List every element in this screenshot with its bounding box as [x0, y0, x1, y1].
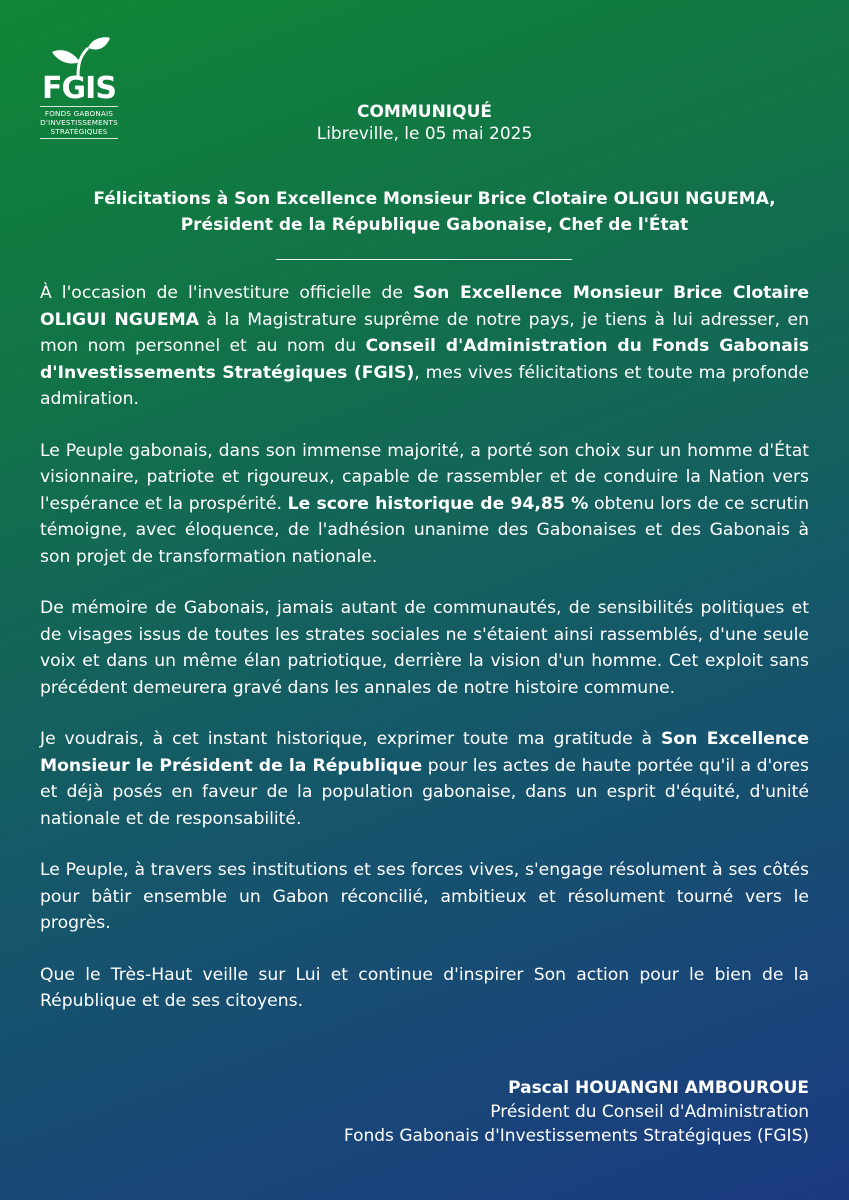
paragraph-text: obtenu lors de ce scrutin témoigne, avec éloquence, de l'adhésion unanime des Gabonaises et des Gabonais à son projet de transformation nationale. [40, 493, 809, 567]
paragraph [40, 726, 809, 832]
title-line: Félicitations à Son Excellence Monsieur Brice Clotaire OLIGUI NGUEMA, [93, 189, 776, 209]
logo-subtitle-line: STRATÉGIQUES [50, 127, 108, 136]
place-date: Libreville, le 05 mai 2025 [316, 124, 533, 144]
paragraph-text: à la Magistrature suprême de notre pays, je tiens à lui adresser, en mon nom personnel et au nom du [40, 309, 810, 356]
paragraph-text: À l'occasion de l'investiture officielle de [40, 283, 413, 303]
document-title [60, 186, 809, 238]
logo-subtitle-line: FONDS GABONAIS [44, 109, 114, 118]
logo-wordmark: FGIS [42, 71, 116, 106]
paragraph: Le Peuple, à travers ses institutions et ses forces vives, s'engage résolument à ses côtés pour bâtir ensemble un Gabon réconcilié, ambitieux et résolument tourné vers le progrès. [40, 860, 809, 933]
paragraph-text: , mes vives félicitations et toute ma profonde admiration. [40, 362, 809, 409]
document-body [40, 280, 809, 1040]
signatory-organization: Fonds Gabonais d'Investissements Stratégiques (FGIS) [343, 1126, 809, 1146]
paragraph: Que le Très-Haut veille sur Lui et continue d'inspirer Son action pour le bien de la République et de ses citoyens. [40, 964, 809, 1011]
signatory-name: Pascal HOUANGNI AMBOUROUE [508, 1078, 809, 1098]
leaf-sprout-icon [44, 36, 114, 76]
paragraph-emphasis: Le score historique de 94,85 % [287, 493, 589, 514]
logo-subtitle-line: D'INVESTISSEMENTS [40, 118, 118, 127]
paragraph [40, 438, 809, 571]
paragraph-emphasis: Conseil d'Administration du Fonds Gabonais d'Investissements Stratégiques (FGIS) [40, 336, 809, 383]
paragraph-text: Le Peuple gabonais, dans son immense majorité, a porté son choix sur un homme d'État visionnaire, patriote et rigoureux, capable de rassembler et de conduire la Nation vers l'espérance et la prospérité. [40, 440, 809, 514]
signature-block [344, 1076, 809, 1148]
paragraph-text: Je voudrais, à cet instant historique, exprimer toute ma gratitude à [40, 729, 661, 749]
paragraph-text: pour les actes de haute portée qu'il a d'ores et déjà posés en faveur de la population gabonaise, dans un esprit d'équité, d'unité nationale et de responsabilité. [40, 755, 809, 829]
paragraph-emphasis: Son Excellence Monsieur Brice Clotaire OLIGUI NGUEMA [40, 283, 810, 330]
paragraph [40, 280, 809, 413]
document-kicker: COMMUNIQUÉ [357, 102, 492, 122]
document-header [0, 102, 849, 144]
paragraph: De mémoire de Gabonais, jamais autant de communautés, de sensibilités politiques et de visages issus de toutes les strates sociales ne s'étaient ainsi rassemblés, d'une seule voix et dans un même élan patriotique, derrière la vision d'un homme. Cet exploit sans précédent demeurera gravé dans les annales de notre histoire commune. [40, 598, 809, 698]
title-line: Président de la République Gabonaise, Chef de l'État [180, 215, 689, 235]
title-divider [276, 259, 572, 260]
paragraph-emphasis: Son Excellence Monsieur le Président de la République [40, 729, 809, 776]
signatory-role: Président du Conseil d'Administration [490, 1102, 809, 1122]
